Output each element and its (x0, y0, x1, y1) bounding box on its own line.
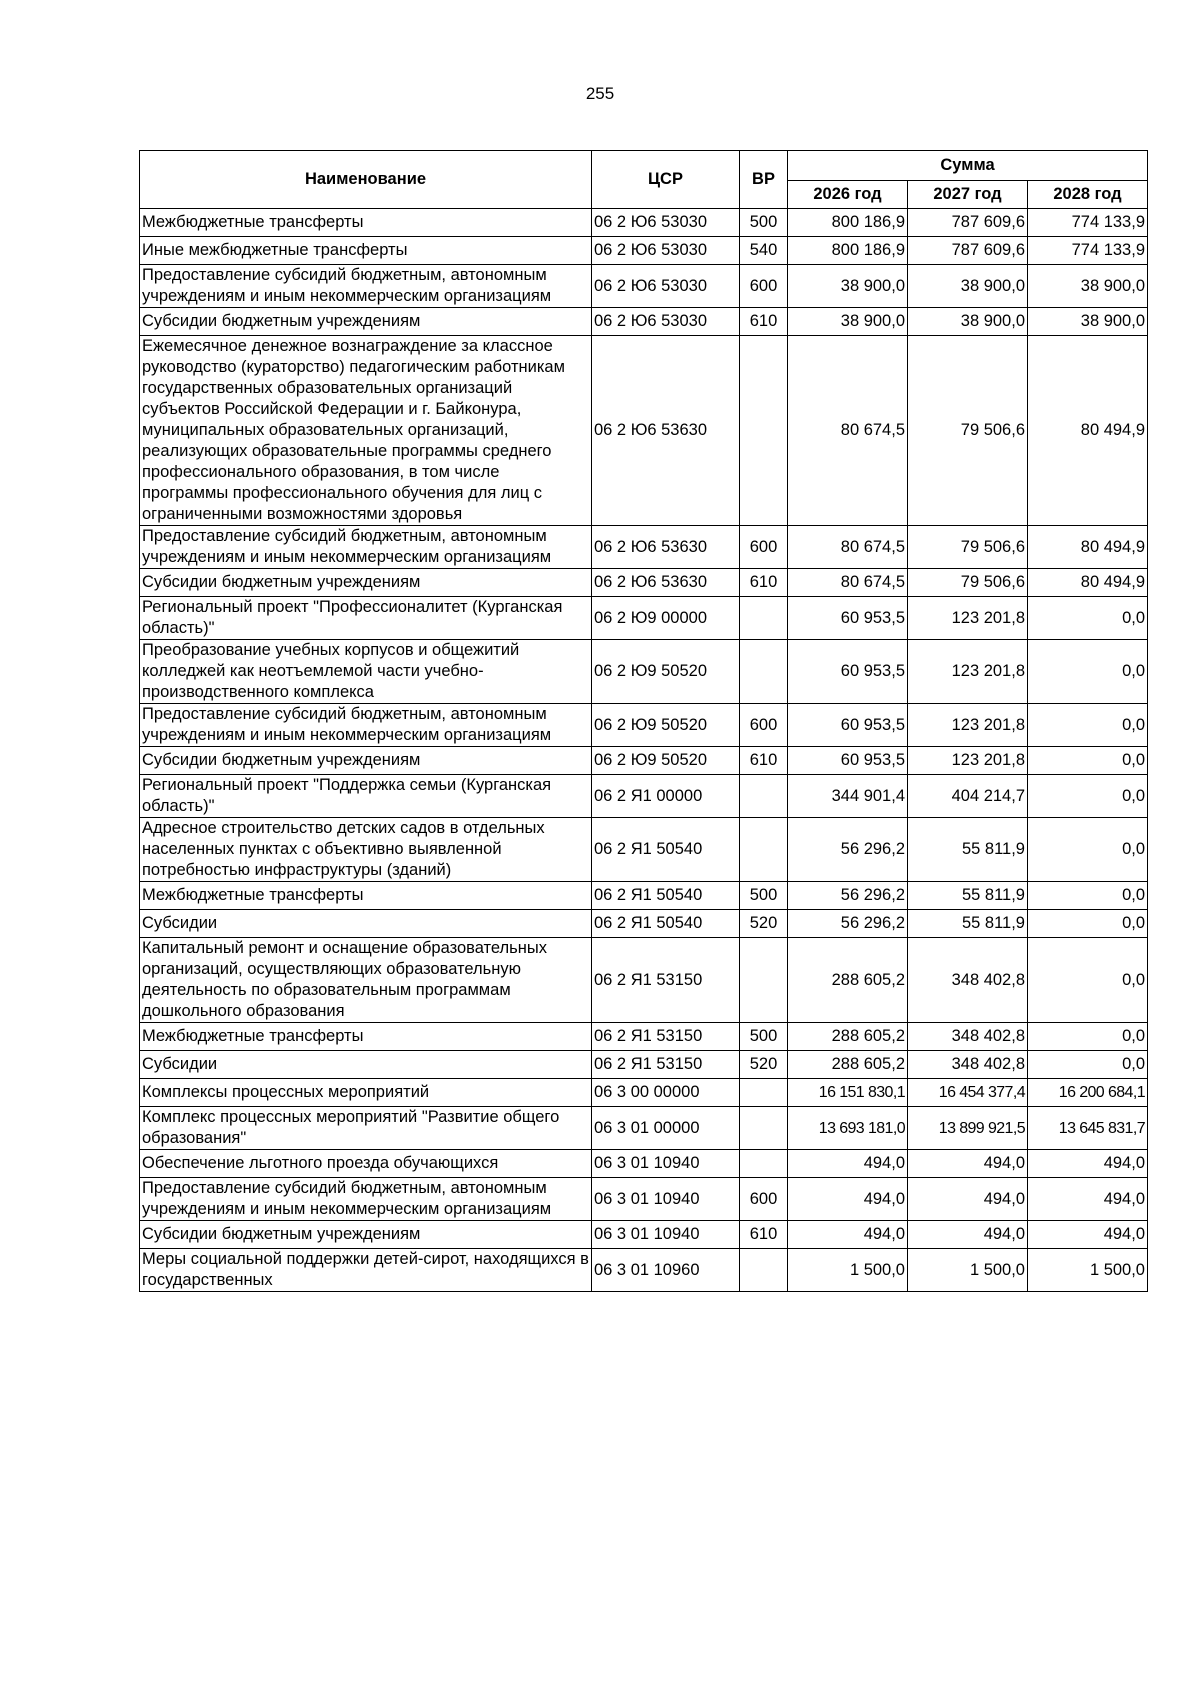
cell-csr: 06 2 Ю6 53630 (592, 569, 740, 597)
table-row (140, 265, 1148, 308)
cell-vr (740, 1107, 788, 1150)
cell-vr (740, 1249, 788, 1292)
cell-csr: 06 3 01 10940 (592, 1221, 740, 1249)
cell-csr: 06 2 Ю6 53630 (592, 336, 740, 526)
cell-2026: 344 901,4 (788, 775, 908, 818)
cell-csr: 06 2 Я1 53150 (592, 1051, 740, 1079)
cell-csr: 06 3 01 10960 (592, 1249, 740, 1292)
cell-vr (740, 775, 788, 818)
budget-table (139, 150, 1148, 1292)
cell-name: Субсидии бюджетным учреждениям (140, 747, 592, 775)
cell-2028: 494,0 (1028, 1221, 1148, 1249)
cell-name: Субсидии бюджетным учреждениям (140, 1221, 592, 1249)
cell-2027: 38 900,0 (908, 308, 1028, 336)
cell-2027: 123 201,8 (908, 747, 1028, 775)
cell-2027: 123 201,8 (908, 597, 1028, 640)
header-vr: ВР (740, 151, 788, 209)
cell-vr: 500 (740, 882, 788, 910)
cell-vr (740, 597, 788, 640)
table-row (140, 775, 1148, 818)
cell-csr: 06 3 01 10940 (592, 1178, 740, 1221)
cell-2026: 80 674,5 (788, 336, 908, 526)
table-row (140, 237, 1148, 265)
cell-2028: 13 645 831,7 (1028, 1107, 1148, 1150)
cell-2026: 16 151 830,1 (788, 1079, 908, 1107)
cell-vr: 600 (740, 526, 788, 569)
cell-csr: 06 2 Ю9 50520 (592, 704, 740, 747)
cell-name: Межбюджетные трансферты (140, 1023, 592, 1051)
cell-2027: 787 609,6 (908, 209, 1028, 237)
cell-vr: 520 (740, 1051, 788, 1079)
cell-name: Иные межбюджетные трансферты (140, 237, 592, 265)
cell-2027: 38 900,0 (908, 265, 1028, 308)
cell-2028: 0,0 (1028, 910, 1148, 938)
cell-2028: 0,0 (1028, 640, 1148, 704)
cell-name: Адресное строительство детских садов в отдельных населенных пунктах с объективно выявленной потребностью инфраструктуры (зданий) (140, 818, 592, 882)
cell-vr (740, 640, 788, 704)
cell-name: Межбюджетные трансферты (140, 882, 592, 910)
cell-vr: 600 (740, 1178, 788, 1221)
cell-2027: 404 214,7 (908, 775, 1028, 818)
cell-name: Предоставление субсидий бюджетным, автономным учреждениям и иным некоммерческим организациям (140, 526, 592, 569)
cell-csr: 06 3 00 00000 (592, 1079, 740, 1107)
cell-csr: 06 2 Я1 50540 (592, 910, 740, 938)
cell-2028: 80 494,9 (1028, 526, 1148, 569)
cell-2027: 494,0 (908, 1221, 1028, 1249)
cell-2028: 0,0 (1028, 882, 1148, 910)
cell-name: Межбюджетные трансферты (140, 209, 592, 237)
cell-2026: 60 953,5 (788, 747, 908, 775)
cell-2026: 80 674,5 (788, 526, 908, 569)
table-row (140, 526, 1148, 569)
cell-2027: 348 402,8 (908, 1051, 1028, 1079)
cell-name: Предоставление субсидий бюджетным, автономным учреждениям и иным некоммерческим организациям (140, 1178, 592, 1221)
cell-2027: 79 506,6 (908, 526, 1028, 569)
cell-csr: 06 2 Ю6 53030 (592, 209, 740, 237)
table-row (140, 1249, 1148, 1292)
table-row (140, 747, 1148, 775)
cell-csr: 06 2 Я1 53150 (592, 1023, 740, 1051)
cell-vr (740, 1079, 788, 1107)
cell-vr: 610 (740, 747, 788, 775)
cell-2028: 38 900,0 (1028, 308, 1148, 336)
table-body (140, 209, 1148, 1292)
table-row (140, 704, 1148, 747)
cell-name: Субсидии (140, 1051, 592, 1079)
cell-2028: 0,0 (1028, 597, 1148, 640)
cell-vr: 600 (740, 265, 788, 308)
cell-2027: 55 811,9 (908, 882, 1028, 910)
table-row (140, 882, 1148, 910)
cell-2028: 0,0 (1028, 1051, 1148, 1079)
cell-csr: 06 2 Ю6 53030 (592, 308, 740, 336)
table-row (140, 1150, 1148, 1178)
cell-2027: 348 402,8 (908, 938, 1028, 1023)
cell-csr: 06 3 01 10940 (592, 1150, 740, 1178)
cell-name: Субсидии бюджетным учреждениям (140, 569, 592, 597)
cell-2026: 494,0 (788, 1150, 908, 1178)
cell-vr: 500 (740, 209, 788, 237)
cell-2026: 288 605,2 (788, 1023, 908, 1051)
cell-csr: 06 2 Я1 53150 (592, 938, 740, 1023)
cell-2028: 0,0 (1028, 938, 1148, 1023)
header-year-2028: 2028 год (1028, 181, 1148, 209)
table-row (140, 597, 1148, 640)
cell-2028: 38 900,0 (1028, 265, 1148, 308)
cell-name: Предоставление субсидий бюджетным, автономным учреждениям и иным некоммерческим организациям (140, 704, 592, 747)
cell-2027: 16 454 377,4 (908, 1079, 1028, 1107)
cell-2026: 56 296,2 (788, 882, 908, 910)
cell-2026: 60 953,5 (788, 640, 908, 704)
cell-2028: 80 494,9 (1028, 336, 1148, 526)
cell-2026: 494,0 (788, 1178, 908, 1221)
cell-csr: 06 3 01 00000 (592, 1107, 740, 1150)
table-row (140, 938, 1148, 1023)
cell-2027: 348 402,8 (908, 1023, 1028, 1051)
cell-2028: 494,0 (1028, 1150, 1148, 1178)
table-row (140, 1051, 1148, 1079)
cell-vr (740, 938, 788, 1023)
cell-csr: 06 2 Ю6 53030 (592, 237, 740, 265)
cell-2028: 0,0 (1028, 1023, 1148, 1051)
table-row (140, 569, 1148, 597)
cell-vr: 500 (740, 1023, 788, 1051)
cell-2028: 16 200 684,1 (1028, 1079, 1148, 1107)
cell-2026: 288 605,2 (788, 1051, 908, 1079)
cell-2026: 56 296,2 (788, 818, 908, 882)
cell-2027: 13 899 921,5 (908, 1107, 1028, 1150)
cell-2026: 494,0 (788, 1221, 908, 1249)
table-row (140, 818, 1148, 882)
header-year-2026: 2026 год (788, 181, 908, 209)
cell-vr: 610 (740, 308, 788, 336)
cell-2026: 38 900,0 (788, 308, 908, 336)
cell-2026: 800 186,9 (788, 237, 908, 265)
table-row (140, 1221, 1148, 1249)
cell-csr: 06 2 Я1 00000 (592, 775, 740, 818)
cell-csr: 06 2 Ю6 53030 (592, 265, 740, 308)
table-row (140, 1023, 1148, 1051)
cell-2028: 1 500,0 (1028, 1249, 1148, 1292)
cell-2027: 1 500,0 (908, 1249, 1028, 1292)
cell-2026: 38 900,0 (788, 265, 908, 308)
cell-2028: 0,0 (1028, 775, 1148, 818)
cell-2028: 0,0 (1028, 818, 1148, 882)
cell-name: Субсидии бюджетным учреждениям (140, 308, 592, 336)
cell-vr: 610 (740, 1221, 788, 1249)
page-number: 255 (585, 84, 615, 103)
cell-2026: 288 605,2 (788, 938, 908, 1023)
cell-2027: 55 811,9 (908, 818, 1028, 882)
cell-vr (740, 1150, 788, 1178)
cell-vr: 600 (740, 704, 788, 747)
header-year-2027: 2027 год (908, 181, 1028, 209)
cell-name: Региональный проект "Поддержка семьи (Курганская область)" (140, 775, 592, 818)
cell-2028: 0,0 (1028, 704, 1148, 747)
cell-2026: 1 500,0 (788, 1249, 908, 1292)
cell-2027: 494,0 (908, 1150, 1028, 1178)
cell-2028: 494,0 (1028, 1178, 1148, 1221)
cell-2027: 55 811,9 (908, 910, 1028, 938)
table-row (140, 336, 1148, 526)
table-row (140, 1079, 1148, 1107)
cell-name: Обеспечение льготного проезда обучающихся (140, 1150, 592, 1178)
cell-2026: 60 953,5 (788, 704, 908, 747)
table-row (140, 1107, 1148, 1150)
cell-2026: 80 674,5 (788, 569, 908, 597)
header-csr: ЦСР (592, 151, 740, 209)
cell-name: Капитальный ремонт и оснащение образовательных организаций, осуществляющих образовательную деятельность по образовательным программам дошкольного образования (140, 938, 592, 1023)
cell-vr: 610 (740, 569, 788, 597)
cell-2028: 774 133,9 (1028, 209, 1148, 237)
cell-name: Меры социальной поддержки детей-сирот, находящихся в государственных (140, 1249, 592, 1292)
cell-2026: 60 953,5 (788, 597, 908, 640)
cell-2026: 13 693 181,0 (788, 1107, 908, 1150)
table-row (140, 640, 1148, 704)
table-row (140, 308, 1148, 336)
cell-csr: 06 2 Я1 50540 (592, 882, 740, 910)
cell-csr: 06 2 Ю9 50520 (592, 640, 740, 704)
table-row (140, 209, 1148, 237)
cell-vr (740, 336, 788, 526)
cell-vr: 540 (740, 237, 788, 265)
table-row (140, 910, 1148, 938)
cell-name: Комплекс процессных мероприятий "Развитие общего образования" (140, 1107, 592, 1150)
cell-2027: 79 506,6 (908, 336, 1028, 526)
cell-2027: 79 506,6 (908, 569, 1028, 597)
cell-name: Комплексы процессных мероприятий (140, 1079, 592, 1107)
cell-2027: 123 201,8 (908, 704, 1028, 747)
cell-name: Преобразование учебных корпусов и общежитий колледжей как неотъемлемой части учебно-производственного комплекса (140, 640, 592, 704)
cell-csr: 06 2 Ю9 00000 (592, 597, 740, 640)
header-name: Наименование (140, 151, 592, 209)
table-header (140, 151, 1148, 209)
cell-2027: 787 609,6 (908, 237, 1028, 265)
cell-2028: 80 494,9 (1028, 569, 1148, 597)
header-sum: Сумма (788, 151, 1148, 181)
cell-2028: 774 133,9 (1028, 237, 1148, 265)
cell-csr: 06 2 Ю9 50520 (592, 747, 740, 775)
table-row (140, 1178, 1148, 1221)
cell-name: Ежемесячное денежное вознаграждение за классное руководство (кураторство) педагогическим работникам государственных образовательных организаций субъектов Российской Федерации и г. Байконура, муниципальных образовательных организаций, реализующих образовательные программы среднего профессионального образования, в том числе программы профессионального обучения для лиц с ограниченными возможностями здоровья (140, 336, 592, 526)
cell-csr: 06 2 Ю6 53630 (592, 526, 740, 569)
cell-name: Предоставление субсидий бюджетным, автономным учреждениям и иным некоммерческим организациям (140, 265, 592, 308)
cell-vr: 520 (740, 910, 788, 938)
cell-2026: 56 296,2 (788, 910, 908, 938)
cell-2027: 123 201,8 (908, 640, 1028, 704)
cell-name: Региональный проект "Профессионалитет (Курганская область)" (140, 597, 592, 640)
cell-csr: 06 2 Я1 50540 (592, 818, 740, 882)
cell-2028: 0,0 (1028, 747, 1148, 775)
cell-2027: 494,0 (908, 1178, 1028, 1221)
cell-2026: 800 186,9 (788, 209, 908, 237)
cell-name: Субсидии (140, 910, 592, 938)
cell-vr (740, 818, 788, 882)
